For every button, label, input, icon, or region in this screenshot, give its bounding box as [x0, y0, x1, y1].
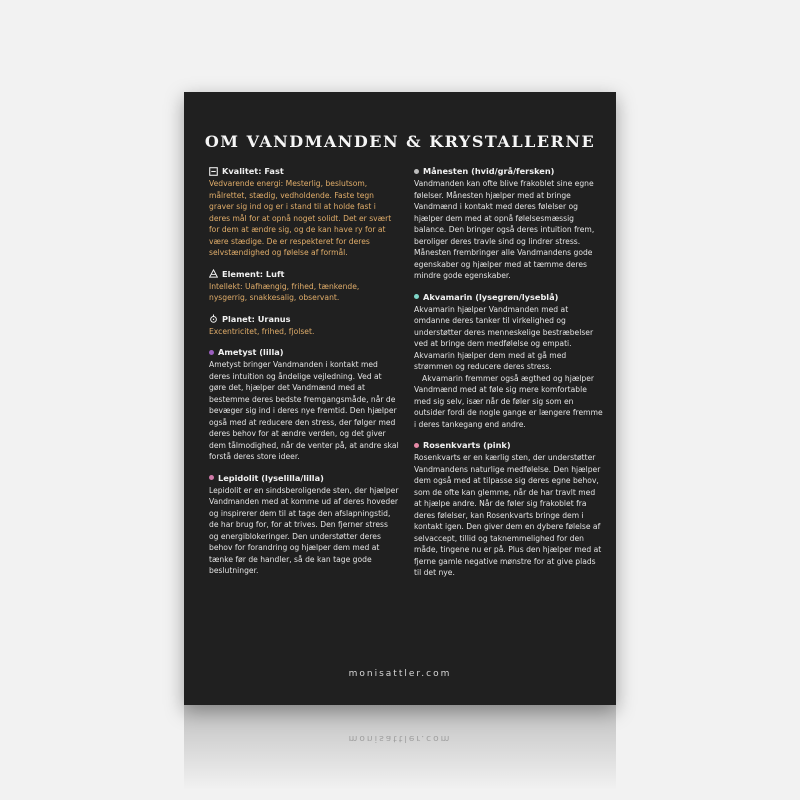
lepidolit-dot-icon: [209, 475, 214, 480]
kvalitet-section: [209, 165, 399, 259]
akvamarin-section: [414, 291, 604, 431]
akvamarin-text-2: Akvamarin fremmer også ægthed og hjælper Vandmænd med at føle sig mere komfortable med sig selv, især når de føler sig som en outsider fordi de nogle gange er længere fremme i deres tankegang end andre.: [414, 373, 603, 429]
element-text: Intellekt: Uafhængig, frihed, tænkende, nysgerrig, snakkesalig, observant.: [209, 281, 360, 302]
rosenkvarts-text: Rosenkvarts er en kærlig sten, der understøtter Vandmandens naturlige medfølelse. Den hjælper dem også med at tilpasse sig deres egne behov, som de ofte kan glemme, når de har travlt med at hjælpe andre. Når de føler sig frakoblet fra deres følelser, kan Rosenkvarts bringe dem i kontakt igen. Den giver dem en dybere følelse af selvaccept, tillid og taknemmelighed for den måde, tingene nu er på. Plus den hjælper med at fjerne gamle negative mønstre for at give plads til det nye.: [414, 453, 602, 577]
akvamarin-text: Akvamarin hjælper Vandmanden med at omdanne deres tanker til virkelighed og understøtter deres menneskelige bestræbelser ved at bringe dem medfølelse og empati. Akvamarin hjælper dem med at gå med strømmen og reducere deres stress.: [414, 304, 594, 371]
planet-section: [209, 313, 399, 338]
info-card: [184, 92, 616, 705]
card-reflection: [184, 705, 616, 800]
lepidolit-section: [209, 472, 399, 577]
manesten-text: Vandmanden kan ofte blive frakoblet sine egne følelser. Månesten hjælper med at bringe Vandmænd i kontakt med deres følelser og hjælper dem med at opnå følelsesmæssig balance. Den bringer også deres intuition frem, beroliger deres travle sind og lindrer stress. Månesten frembringer alle Vandmandens gode egenskaber og hjælper med at tæmme deres mindre gode egenskaber.: [414, 179, 595, 280]
kvalitet-text: Vedvarende energi: Mesterlig, beslutsom, målrettet, stædig, vedholdende. Faste tegn graver sig ind og er i stand til at holde fast i deres mål for at opnå noget solidt. Det er svært for dem at ændre sig, og de kan have ry for at være stædige. De er respekteret for deres selvstændighed og følelse af formål.: [209, 179, 392, 257]
lepidolit-heading: Lepidolit (lyselilla/lilla): [218, 472, 324, 483]
rosenkvarts-dot-icon: [414, 443, 419, 448]
rosenkvarts-section: [414, 439, 604, 579]
lepidolit-text: Lepidolit er en sindsberoligende sten, der hjælper Vandmanden med at komme ud af deres hoveder og inspirerer dem til at tage den afslapningstid, de har brug for, for at trives. Den fjerner stress og energiblokeringer. Den understøtter deres behov for forandring og hjælper dem med at tænke før de handler, så de kan tage gode beslutninger.: [209, 485, 399, 575]
planet-text: Excentricitet, frihed, fjolset.: [209, 326, 315, 336]
left-column: [209, 165, 399, 586]
akvamarin-dot-icon: [414, 294, 419, 299]
right-column: [414, 165, 604, 588]
manesten-dot-icon: [414, 169, 419, 174]
ametyst-heading: Ametyst (lilla): [218, 347, 284, 357]
footer-website: monisattler.com: [348, 669, 452, 679]
planet-heading: Planet: Uranus: [222, 313, 291, 324]
manesten-section: [414, 165, 604, 282]
ametyst-section: [209, 346, 399, 463]
triangle-icon: [209, 269, 218, 278]
element-heading: Element: Luft: [222, 268, 285, 279]
square-minus-icon: [209, 167, 218, 176]
page-title: OM VANDMANDEN & KRYSTALLERNE: [204, 132, 596, 151]
ametyst-dot-icon: [209, 350, 214, 355]
rosenkvarts-heading: Rosenkvarts (pink): [423, 440, 511, 450]
element-section: [209, 268, 399, 304]
manesten-heading: Månesten (hvid/grå/fersken): [423, 166, 555, 176]
akvamarin-heading: Akvamarin (lysegrøn/lyseblå): [423, 291, 559, 302]
reflection-text: monisattler.com: [348, 733, 452, 743]
uranus-icon: [209, 314, 218, 323]
kvalitet-heading: Kvalitet: Fast: [222, 166, 284, 176]
ametyst-text: Ametyst bringer Vandmanden i kontakt med deres intuition og åndelige vejledning. Ved at gøre det, hjælper det Vandmænd med at bestemme deres bedste fremgangsmåde, når de bevæger sig ind i deres nye fremtid. Den hjælper også med at reducere den stress, der følger med deres behov for at ændre verden, og det giver dem tålmodighed, når de venter på, at andre skal forstå deres store ideer.: [209, 360, 399, 461]
